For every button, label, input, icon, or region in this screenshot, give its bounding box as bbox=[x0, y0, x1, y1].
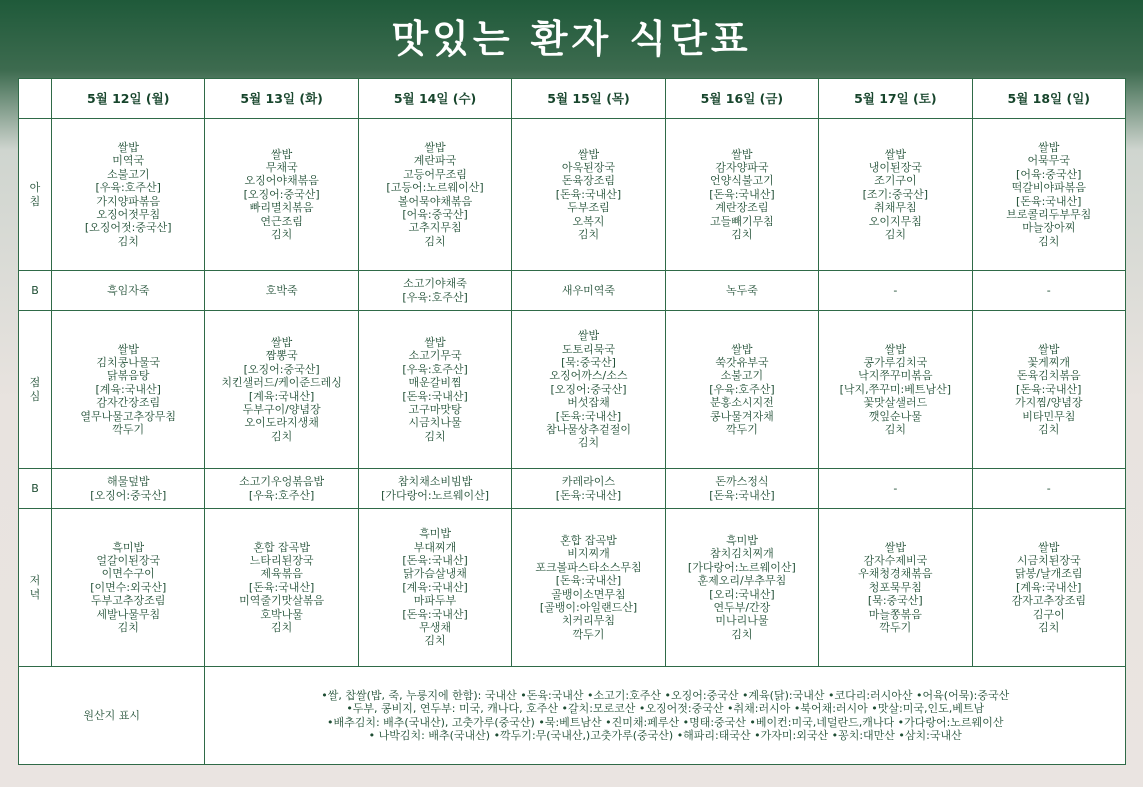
meal-cell: 새우미역죽 bbox=[512, 271, 665, 311]
day-header: 5월 14일 (수) bbox=[358, 79, 511, 119]
meal-cell: 쌀밥 소고기무국 [우육:호주산] 매운갈비찜 [돈육:국내산] 고구마맛탕 시금치나물 김치 bbox=[358, 311, 511, 469]
snack-row-morning bbox=[19, 271, 1126, 311]
row-label-breakfast: 아 침 bbox=[19, 119, 52, 271]
day-header: 5월 16일 (금) bbox=[665, 79, 818, 119]
meal-cell: 흑미밥 참치김치찌개 [가다랑어:노르웨이산] 훈제오리/부추무침 [오리:국내산] 연두부/간장 미나리나물 김치 bbox=[665, 509, 818, 667]
meal-cell: 쌀밥 미역국 소불고기 [우육:호주산] 가지양파볶음 오징어젓무침 [오징어젓:중국산] 김치 bbox=[52, 119, 205, 271]
snack-row-afternoon bbox=[19, 469, 1126, 509]
meal-cell: 참치채소비빔밥 [가다랑어:노르웨이산] bbox=[358, 469, 511, 509]
row-label-snack: B bbox=[19, 469, 52, 509]
meal-cell: 소고기야채죽 [우육:호주산] bbox=[358, 271, 511, 311]
meal-cell: 호박죽 bbox=[205, 271, 358, 311]
day-header: 5월 17일 (토) bbox=[819, 79, 972, 119]
row-label-lunch: 점 심 bbox=[19, 311, 52, 469]
meal-cell: 카레라이스 [돈육:국내산] bbox=[512, 469, 665, 509]
meal-cell: - bbox=[819, 271, 972, 311]
meal-cell: 쌀밥 냉이된장국 조기구이 [조기:중국산] 취채무침 오이지무침 김치 bbox=[819, 119, 972, 271]
row-label-snack: B bbox=[19, 271, 52, 311]
meal-cell: 쌀밥 무채국 오징어야채볶음 [오징어:중국산] 빠리멸치볶음 연근조림 김치 bbox=[205, 119, 358, 271]
lunch-row bbox=[19, 311, 1126, 469]
meal-cell: 쌀밥 계란파국 고등어무조림 [고등어:노르웨이산] 볼어묵야채볶음 [어육:중국산] 고추지무침 김치 bbox=[358, 119, 511, 271]
meal-cell: 혼합 잡곡밥 비지찌개 포크볼파스타소스무침 [돈육:국내산] 골뱅이소면무침 [골뱅이:아일랜드산] 치커리무침 깍두기 bbox=[512, 509, 665, 667]
page-title: 맛있는 환자 식단표 bbox=[391, 17, 752, 61]
meal-cell: 소고기우엉볶음밥 [우육:호주산] bbox=[205, 469, 358, 509]
meal-cell: 쌀밥 도토리묵국 [묵:중국산] 오징어까스/소스 [오징어:중국산] 버섯잡채 [돈육:국내산] 참나물상추겉절이 김치 bbox=[512, 311, 665, 469]
meal-cell: 쌀밥 짬뽕국 [오징어:중국산] 치킨샐러드/케이준드레싱 [계육:국내산] 두부구이/양념장 오이도라지생채 김치 bbox=[205, 311, 358, 469]
meal-cell: 쌀밥 감자수제비국 우채청경채볶음 청포묵무침 [묵:중국산] 마늘쫑볶음 깍두기 bbox=[819, 509, 972, 667]
day-header: 5월 18일 (일) bbox=[972, 79, 1125, 119]
day-header: 5월 12일 (월) bbox=[52, 79, 205, 119]
meal-cell: 쌀밥 아욱된장국 돈육장조림 [돈육:국내산] 두부조림 오복지 김치 bbox=[512, 119, 665, 271]
meal-cell: - bbox=[972, 271, 1125, 311]
origin-text: •쌀, 찹쌀(밥, 죽, 누룽지에 한함): 국내산 •돈육:국내산 •소고기:호주산 •오징어:중국산 •계육(닭):국내산 •코다리:러시아산 •어육(어묵):중국산 •두부, 콩비지, 연두부: 미국, 캐나다, 호주산 •갈치:모로코산 •오징어젓:중국산 •취채:러시아 •북어채:러시아 •맛살:미국,인도,베트남 •배추김치: 배추(국내산), 고춧가루(중국산) •묵:베트남산 •진미채:페루산 •명태:중국산 •베이컨:미국,네덜란드,캐나다 •가다랑어:노르웨이산 • 나박김치: 배추(국내산) •깍두기:무(국내산,)고춧가루(중국산) •해파리:태국산 •가자미:외국산 •꽁치:대만산 •삼치:국내산 bbox=[205, 667, 1126, 765]
origin-row bbox=[19, 667, 1126, 765]
meal-cell: 혼합 잡곡밥 느타리된장국 제육볶음 [돈육:국내산] 미역줄기맛살볶음 호박나물 김치 bbox=[205, 509, 358, 667]
meal-cell: 쌀밥 쑥갓유부국 소불고기 [우육:호주산] 분홍소시지전 콩나물겨자채 깍두기 bbox=[665, 311, 818, 469]
meal-cell: - bbox=[972, 469, 1125, 509]
meal-cell: 돈까스정식 [돈육:국내산] bbox=[665, 469, 818, 509]
meal-cell: 쌀밥 김치콩나물국 닭볶음탕 [계육:국내산] 감자간장조림 열무나물고추장무침 깍두기 bbox=[52, 311, 205, 469]
meal-cell: - bbox=[819, 469, 972, 509]
meal-schedule-table bbox=[18, 78, 1126, 765]
meal-cell: 쌀밥 콩가루김치국 낙지쭈꾸미볶음 [낙지,쭈꾸미:베트남산] 꽃맛살샐러드 깻잎순나물 김치 bbox=[819, 311, 972, 469]
day-header: 5월 13일 (화) bbox=[205, 79, 358, 119]
row-label-dinner: 저 녁 bbox=[19, 509, 52, 667]
day-header: 5월 15일 (목) bbox=[512, 79, 665, 119]
breakfast-row bbox=[19, 119, 1126, 271]
meal-cell: 녹두죽 bbox=[665, 271, 818, 311]
meal-cell: 흑미밥 얼갈이된장국 이면수구이 [이면수:외국산] 두부고추장조림 세발나물무침 김치 bbox=[52, 509, 205, 667]
meal-cell: 쌀밥 시금치된장국 닭봉/날개조림 [계육:국내산] 감자고추장조림 김구이 김치 bbox=[972, 509, 1125, 667]
meal-cell: 쌀밥 꽃게찌개 돈육김치볶음 [돈육:국내산] 가지찜/양념장 비타민무침 김치 bbox=[972, 311, 1125, 469]
meal-cell: 흑미밥 부대찌개 [돈육:국내산] 닭가슴살냉채 [계육:국내산] 마파두부 [돈육:국내산] 무생채 김치 bbox=[358, 509, 511, 667]
corner-cell bbox=[19, 79, 52, 119]
meal-cell: 쌀밥 감자양파국 언양식불고기 [돈육:국내산] 계란장조림 고들빼기무침 김치 bbox=[665, 119, 818, 271]
meal-cell: 흑임자죽 bbox=[52, 271, 205, 311]
meal-cell: 해물덮밥 [오징어:중국산] bbox=[52, 469, 205, 509]
header-row bbox=[19, 79, 1126, 119]
dinner-row bbox=[19, 509, 1126, 667]
origin-label: 원산지 표시 bbox=[19, 667, 205, 765]
meal-cell: 쌀밥 어묵무국 [어육:중국산] 떡갈비야파볶음 [돈육:국내산] 브로콜리두부무침 마늘장아찌 김치 bbox=[972, 119, 1125, 271]
